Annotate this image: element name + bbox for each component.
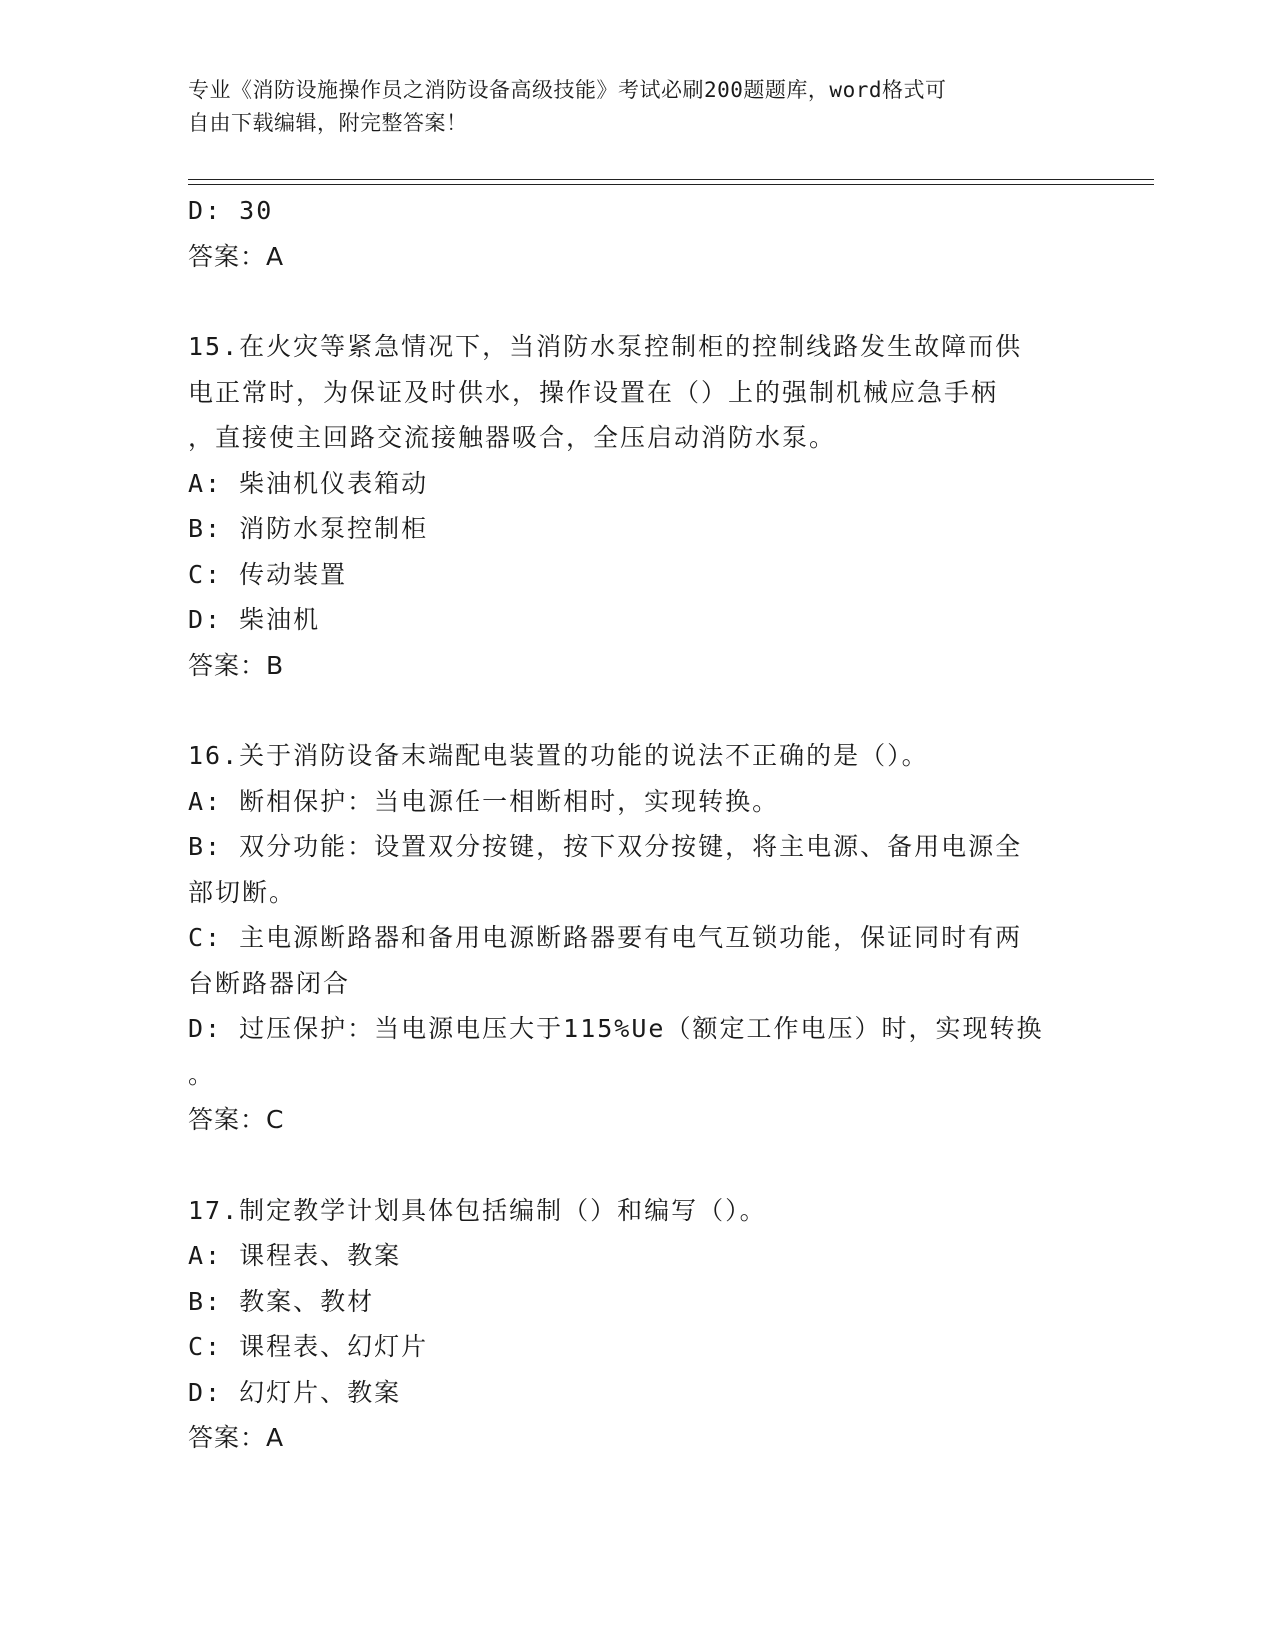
q16-option-d-line-1: D: 过压保护：当电源电压大于115%Ue（额定工作电压）时，实现转换	[188, 1014, 1044, 1043]
q15-option-c: C: 传动装置	[188, 559, 348, 589]
page-header	[188, 74, 1088, 140]
q17-answer: 答案：A	[188, 1423, 285, 1452]
prev-answer: 答案：A	[188, 241, 285, 271]
q15-option-d: D: 柴油机	[188, 605, 321, 634]
q17-option-c: C: 课程表、幻灯片	[188, 1332, 429, 1361]
question-17	[188, 1188, 1088, 1461]
q16-option-d-line-2: 。	[188, 1059, 216, 1089]
q16-option-a: A: 断相保护：当电源任一相断相时，实现转换。	[188, 786, 780, 816]
q16-answer: 答案：C	[188, 1105, 285, 1134]
q16-option-b-line-2: 部切断。	[188, 877, 297, 907]
question-content	[188, 188, 1088, 1461]
q17-stem: 17.制定教学计划具体包括编制（）和编写（）。	[188, 1195, 767, 1225]
q16-option-b-line-1: B: 双分功能：设置双分按键，按下双分按键，将主电源、备用电源全	[188, 832, 1023, 861]
q17-option-d: D: 幻灯片、教案	[188, 1377, 402, 1407]
q17-option-a: A: 课程表、教案	[188, 1241, 402, 1270]
q15-stem-line-1: 15.在火灾等紧急情况下，当消防水泵控制柜的控制线路发生故障而供	[188, 332, 1023, 361]
q16-option-c-line-1: C: 主电源断路器和备用电源断路器要有电气互锁功能，保证同时有两	[188, 923, 1023, 952]
spacer	[188, 279, 1088, 324]
question-16	[188, 733, 1088, 1143]
spacer	[188, 1143, 1088, 1188]
q17-option-b: B: 教案、教材	[188, 1286, 375, 1316]
spacer	[188, 688, 1088, 733]
q16-stem: 16.关于消防设备末端配电装置的功能的说法不正确的是（）。	[188, 741, 929, 770]
q15-option-a: A: 柴油机仪表箱动	[188, 468, 429, 498]
q16-option-c-line-2: 台断路器闭合	[188, 968, 351, 998]
q15-stem-line-2: 电正常时，为保证及时供水，操作设置在（）上的强制机械应急手柄	[188, 377, 999, 407]
q15-stem-line-3: ，直接使主回路交流接触器吸合，全压启动消防水泵。	[188, 423, 837, 452]
q15-option-b: B: 消防水泵控制柜	[188, 514, 429, 543]
q15-answer: 答案：B	[188, 650, 285, 680]
prev-option-d: D: 30	[188, 196, 274, 225]
question-15	[188, 324, 1088, 688]
header-divider	[188, 179, 1154, 185]
header-line-1: 专业《消防设施操作员之消防设备高级技能》考试必刷200题题库，word格式可	[188, 78, 947, 102]
header-line-2: 自由下载编辑，附完整答案！	[188, 111, 468, 135]
